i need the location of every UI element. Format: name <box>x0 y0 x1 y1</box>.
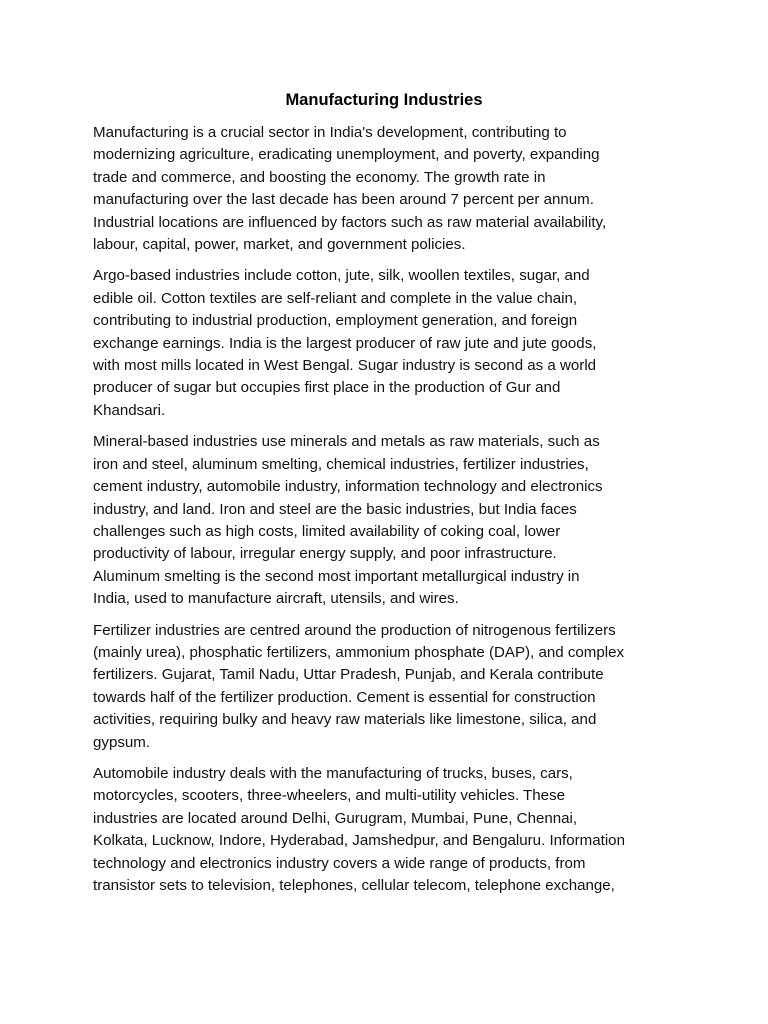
text-line: motorcycles, scooters, three-wheelers, and multi-utility vehicles. These <box>93 787 566 805</box>
text-line: (mainly urea), phosphatic fertilizers, ammonium phosphate (DAP), and complex <box>93 643 625 661</box>
text-line: activities, requiring bulky and heavy raw materials like limestone, silica, and <box>93 711 597 729</box>
paragraph-mineral-based <box>93 431 683 610</box>
text-line: contributing to industrial production, employment generation, and foreign <box>93 312 578 330</box>
text-line: India, used to manufacture aircraft, utensils, and wires. <box>93 590 459 608</box>
text-line: trade and commerce, and boosting the economy. The growth rate in <box>93 168 546 186</box>
text-line: Industrial locations are influenced by factors such as raw material availability, <box>93 213 607 231</box>
text-line: cement industry, automobile industry, information technology and electronics <box>93 478 603 496</box>
paragraph-overview <box>93 122 683 256</box>
text-line: manufacturing over the last decade has been around 7 percent per annum. <box>93 191 594 209</box>
text-line: productivity of labour, irregular energy supply, and poor infrastructure. <box>93 545 557 563</box>
text-line: Argo-based industries include cotton, jute, silk, woollen textiles, sugar, and <box>93 267 590 285</box>
text-line: labour, capital, power, market, and government policies. <box>93 236 466 254</box>
text-line: edible oil. Cotton textiles are self-reliant and complete in the value chain, <box>93 289 578 307</box>
text-line: Aluminum smelting is the second most important metallurgical industry in <box>93 567 580 585</box>
paragraph-automobile <box>93 763 683 897</box>
text-line: Fertilizer industries are centred around the production of nitrogenous fertilizers <box>93 621 616 639</box>
text-line: iron and steel, aluminum smelting, chemical industries, fertilizer industries, <box>93 455 589 473</box>
text-line: industries are located around Delhi, Gurugram, Mumbai, Pune, Chennai, <box>93 809 578 827</box>
text-line: towards half of the fertilizer production. Cement is essential for construction <box>93 688 596 706</box>
text-line: producer of sugar but occupies first place in the production of Gur and <box>93 379 561 397</box>
text-line: modernizing agriculture, eradicating unemployment, and poverty, expanding <box>93 146 600 164</box>
text-line: exchange earnings. India is the largest producer of raw jute and jute goods, <box>93 334 597 352</box>
text-line: fertilizers. Gujarat, Tamil Nadu, Uttar Pradesh, Punjab, and Kerala contribute <box>93 666 604 684</box>
text-line: industry, and land. Iron and steel are the basic industries, but India faces <box>93 500 577 518</box>
text-line: gypsum. <box>93 733 151 751</box>
paragraph-agro-based <box>93 265 683 422</box>
text-line: Mineral-based industries use minerals and metals as raw materials, such as <box>93 433 600 451</box>
text-line: Manufacturing is a crucial sector in India's development, contributing to <box>93 124 567 141</box>
text-line: technology and electronics industry covers a wide range of products, from <box>93 854 586 872</box>
document-title: Manufacturing Industries <box>285 91 483 109</box>
text-line: Kolkata, Lucknow, Indore, Hyderabad, Jamshedpur, and Bengaluru. Information <box>93 832 625 850</box>
text-line: Khandsari. <box>93 401 166 419</box>
text-line: transistor sets to television, telephones, cellular telecom, telephone exchange, <box>93 877 615 894</box>
paragraph-fertilizer <box>93 620 683 754</box>
text-line: with most mills located in West Bengal. Sugar industry is second as a world <box>93 357 597 375</box>
text-line: challenges such as high costs, limited availability of coking coal, lower <box>93 522 561 540</box>
text-line: Automobile industry deals with the manufacturing of trucks, buses, cars, <box>93 764 573 782</box>
document-body <box>93 122 683 906</box>
